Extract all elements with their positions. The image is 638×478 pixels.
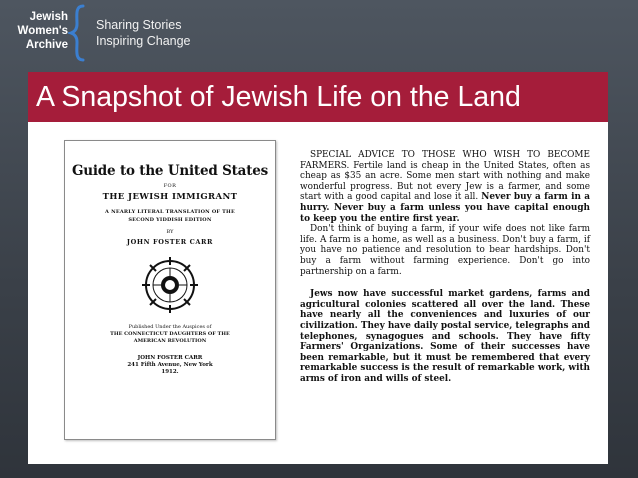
imprint-line: 241 Fifth Avenue, New York xyxy=(127,362,213,368)
org-name-line: Jewish xyxy=(29,11,68,23)
title-banner xyxy=(28,72,608,122)
clipping-paragraph-2: Jews now have successful market gardens, farms and agricultural colonies scattered all over the land. These have nearly all the conveniences and luxuries of our civilization. They have daily postal service, telegraphs and telephones, synagogues and schools. They have fifty Farmers' Organizations. Some of their successes have been remarkable, but it must be remembered that every remarkable success is the result of remarkable work, with arms of iron and wills of steel. xyxy=(300,289,590,384)
tagline xyxy=(96,17,191,49)
imprint-line: 1912. xyxy=(161,369,179,375)
tagline-line: Sharing Stories xyxy=(96,18,182,32)
clipping-heading: SPECIAL ADVICE TO THOSE WHO WISH TO BECOME FARMERS. xyxy=(300,150,590,171)
book-author: JOHN FOSTER CARR xyxy=(126,238,214,246)
sponsor-line: AMERICAN REVOLUTION xyxy=(133,338,207,344)
tagline-line: Inspiring Change xyxy=(96,34,191,48)
book-title: Guide to the United States xyxy=(71,163,269,179)
published-line: Published Under the Auspices of xyxy=(128,324,212,330)
dar-seal-icon xyxy=(141,256,199,314)
book-subtitle: THE JEWISH IMMIGRANT xyxy=(102,192,238,202)
slide-title: A Snapshot of Jewish Life on the Land xyxy=(36,81,521,113)
clipping-paragraph-1 xyxy=(300,150,590,224)
imprint-line: JOHN FOSTER CARR xyxy=(137,355,203,361)
translation-line: SECOND YIDDISH EDITION xyxy=(128,217,212,223)
book-published-note xyxy=(65,324,275,331)
sponsor-line: THE CONNECTICUT DAUGHTERS OF THE xyxy=(110,331,230,337)
logo-brace-icon xyxy=(68,4,88,62)
book-imprint xyxy=(65,355,275,376)
book-sponsor-org xyxy=(65,331,275,345)
header-bar xyxy=(0,0,638,68)
content-panel xyxy=(28,122,608,464)
clipping-emphasis: Never buy a farm in a hurry. Never buy a farm unless you have capital enough to keep you the entire first year. xyxy=(300,192,590,224)
book-translation-note xyxy=(65,208,275,224)
book-cover-image xyxy=(64,140,276,440)
org-name-line: Archive xyxy=(25,39,68,51)
org-name-line: Women's xyxy=(17,25,68,37)
org-logo-text xyxy=(6,10,68,52)
translation-line: A NEARLY LITERAL TRANSLATION OF THE xyxy=(105,209,235,215)
clipping-paragraph-1b: Don't think of buying a farm, if your wife does not like farm life. A farm is a home, as well as a business. Don't buy a farm, if you have no patience and resolution to bear hardships. Don't buy a farm without farming experience. Don't go into partnership on a farm. xyxy=(300,224,590,277)
text-clipping xyxy=(300,150,590,384)
book-for: FOR xyxy=(163,183,177,189)
clipping-text: Fertile land is cheap in the United States, often as cheap as $35 an acre. Some men start with nothing and make wonderful progress. But not every Jew is a farmer, and some start with a good capital and lose it all. xyxy=(300,160,590,203)
book-by: BY xyxy=(166,229,174,235)
